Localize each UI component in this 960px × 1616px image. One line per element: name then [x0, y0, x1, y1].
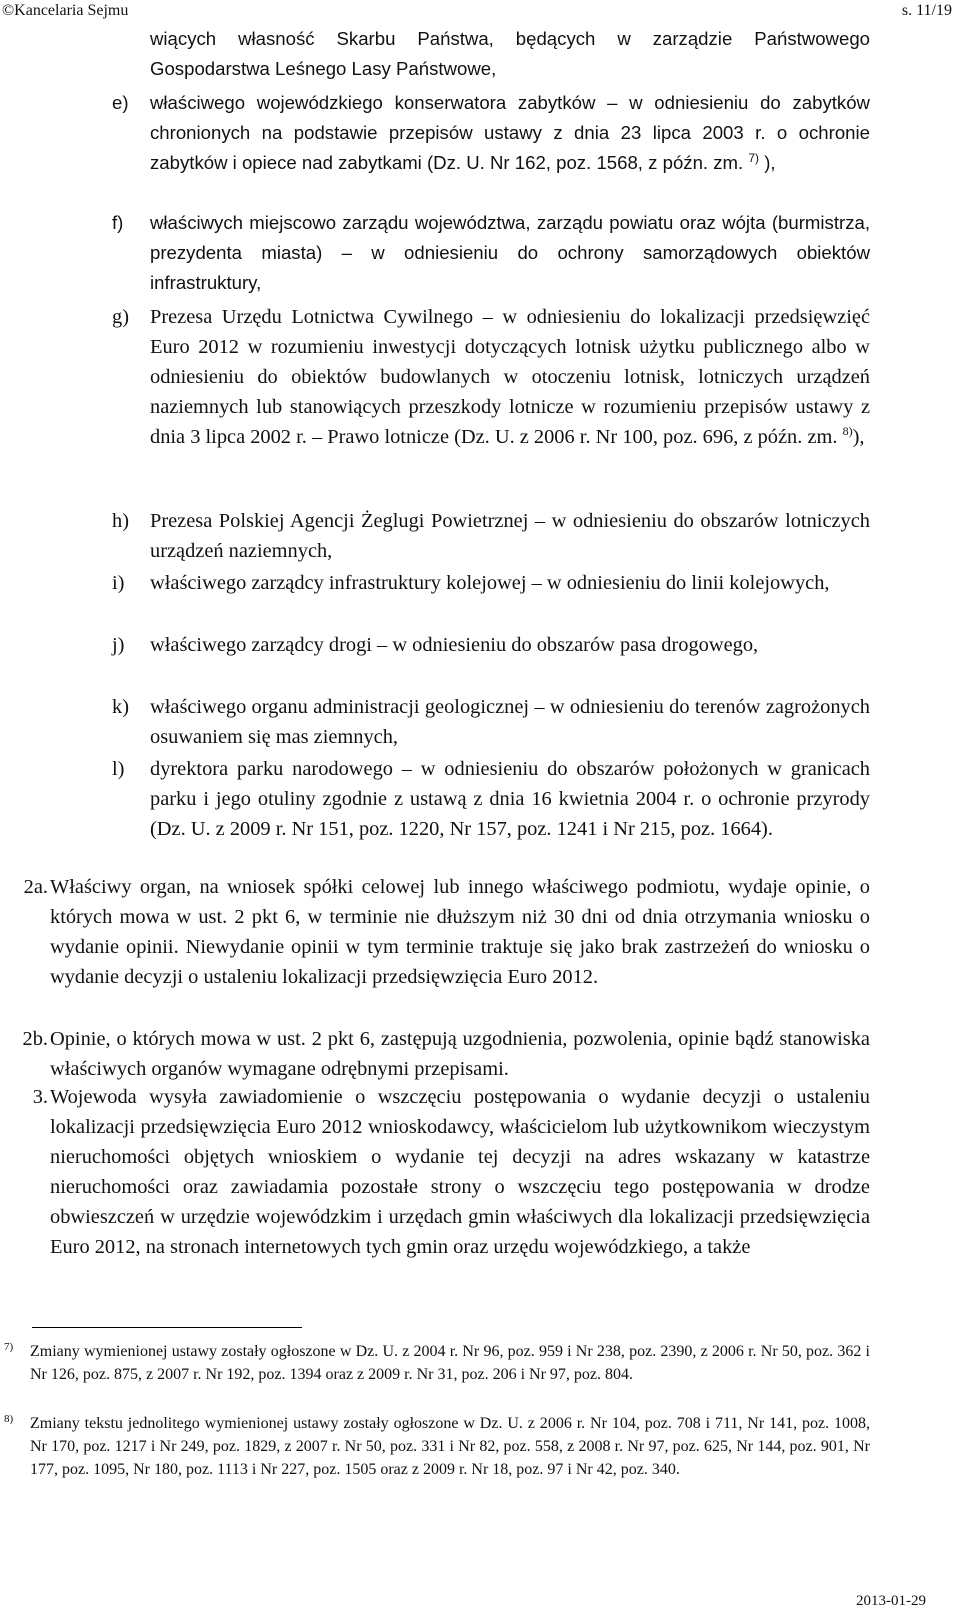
- list-item-k: [112, 692, 870, 752]
- footnote-7: [4, 1340, 870, 1386]
- section-label: 2b.: [22, 1028, 48, 1050]
- footnote-ref[interactable]: 8): [842, 424, 853, 439]
- section-2b: [2, 1024, 870, 1084]
- footnote-mark: 7): [4, 1341, 14, 1353]
- item-label: i): [112, 572, 125, 594]
- list-item-f: [112, 208, 870, 298]
- list-item-i: [112, 568, 870, 598]
- item-label: g): [112, 306, 129, 328]
- footer-date: 2013-01-29: [856, 1593, 926, 1609]
- item-text: właściwego organu administracji geologicznej – w odniesieniu do terenów zagrożonych osuwaniem się mas ziemnych,: [150, 696, 870, 748]
- item-label: h): [112, 510, 129, 532]
- list-item-l: [112, 754, 870, 844]
- footnote-text: Zmiany tekstu jednolitego wymienionej ustawy zostały ogłoszone w Dz. U. z 2006 r. Nr 104, poz. 708 i 711, Nr 141, poz. 1008, Nr 170, poz. 1217 i Nr 249, poz. 1829, z 2007 r. Nr 50, poz. 331 i Nr 82, poz. 558, z 2008 r. Nr 97, poz. 625, Nr 144, poz. 901, Nr 177, poz. 1095, Nr 180, poz. 1113 i Nr 227, poz. 1505 oraz z 2009 r. Nr 18, poz. 97 i Nr 42, poz. 340.: [30, 1415, 870, 1478]
- item-text: dyrektora parku narodowego – w odniesieniu do obszarów położonych w granicach parku i jego otuliny zgodnie z ustawą z dnia 16 kwietnia 2004 r. o ochronie przyrody (Dz. U. z 2009 r. Nr 151, poz. 1220, Nr 157, poz. 1241 i Nr 215, poz. 1664).: [150, 758, 870, 840]
- item-text: Prezesa Urzędu Lotnictwa Cywilnego – w odniesieniu do lokalizacji przedsięwzięć Euro 2012 w rozumieniu inwestycji dotyczących lotnisk użytku publicznego albo w odniesieniu do obiektów budowlanych w otoczeniu lotnisk, lotniczych urządzeń naziemnych lub stanowiących przeszkody lotnicze w rozumieniu przepisów ustawy z dnia 3 lipca 2002 r. – Prawo lotnicze (Dz. U. z 2006 r. Nr 100, poz. 696, z późn. zm. $^{8)}$),: [150, 306, 870, 448]
- section-text: Właściwy organ, na wniosek spółki celowej lub innego właściwego podmiotu, wydaje opinie, o których mowa w ust. 2 pkt 6, w terminie nie dłuższym niż 30 dni od dnia otrzymania wniosku o wydanie opinii. Niewydanie opinii w tym terminie traktuje się jako brak zastrzeżeń do wniosku o wydanie decyzji o ustaleniu lokalizacji przedsięwzięcia Euro 2012.: [50, 876, 870, 988]
- item-label: k): [112, 696, 129, 718]
- item-text: właściwego zarządcy infrastruktury kolejowej – w odniesieniu do linii kolejowych,: [150, 572, 830, 594]
- item-label: e): [112, 92, 129, 113]
- item-text: właściwych miejscowo zarządu województwa, zarządu powiatu oraz wójta (burmistrza, prezydenta miasta) – w odniesieniu do ochrony samorządowych obiektów infrastruktury,: [150, 212, 870, 293]
- list-item-h: [112, 506, 870, 566]
- footnote-separator: [32, 1327, 302, 1328]
- header-source: ©Kancelaria Sejmu: [2, 2, 129, 19]
- item-label: f): [112, 212, 124, 233]
- item-label: j): [112, 634, 125, 656]
- section-label: 3.: [32, 1086, 48, 1108]
- footnote-text: Zmiany wymienionej ustawy zostały ogłoszone w Dz. U. z 2004 r. Nr 96, poz. 959 i Nr 238, poz. 2390, z 2006 r. Nr 50, poz. 362 i Nr 126, poz. 875, z 2007 r. Nr 192, poz. 1394 oraz z 2009 r. Nr 31, poz. 206 i Nr 97, poz. 804.: [30, 1343, 870, 1383]
- section-3: [2, 1082, 870, 1262]
- section-2a: [2, 872, 870, 992]
- page-number: s. 11/19: [901, 2, 952, 19]
- section-text: Wojewoda wysyła zawiadomienie o wszczęciu postępowania o wydanie decyzji o ustaleniu lokalizacji przedsięwzięcia Euro 2012 wnioskodawcy, właścicielom lub użytkownikom wieczystym nieruchomości objętych wnioskiem o wydanie tej decyzji na adres wskazany w katastrze nieruchomości oraz zawiadamia pozostałe strony o wszczęciu tego postępowania w drodze obwieszczeń w urzędzie wojewódzkim i urzędach gmin właściwych dla lokalizacji przedsięwzięcia Euro 2012, na stronach internetowych tych gmin oraz urzędu wojewódzkiego, a także: [50, 1086, 870, 1258]
- item-text: właściwego wojewódzkiego konserwatora zabytków – w odniesieniu do zabytków chronionych na podstawie przepisów ustawy z dnia 23 lipca 2003 r. o ochronie zabytków i opiece nad zabytkami (Dz. U. Nr 162, poz. 1568, z późn. zm. $^{7)}$ ),: [150, 92, 870, 173]
- item-label: l): [112, 758, 125, 780]
- item-text: Prezesa Polskiej Agencji Żeglugi Powietrznej – w odniesieniu do obszarów lotniczych urządzeń naziemnych,: [150, 510, 870, 562]
- footnote-8: [4, 1412, 870, 1481]
- footnote-mark: 8): [4, 1413, 14, 1425]
- section-label: 2a.: [23, 876, 48, 898]
- list-item-j: [112, 630, 870, 660]
- section-text: Opinie, o których mowa w ust. 2 pkt 6, zastępują uzgodnienia, pozwolenia, opinie bądź stanowiska właściwych organów wymagane odrębnymi przepisami.: [50, 1028, 870, 1080]
- item-text: właściwego zarządcy drogi – w odniesieniu do obszarów pasa drogowego,: [150, 634, 759, 656]
- list-item-e: [112, 88, 870, 178]
- footnote-ref[interactable]: 7): [748, 150, 760, 165]
- continuation-text: wiących własność Skarbu Państwa, będących w zarządzie Państwowego Gospodarstwa Leśnego Lasy Państwowe,: [150, 28, 870, 79]
- list-item-g: [112, 302, 870, 452]
